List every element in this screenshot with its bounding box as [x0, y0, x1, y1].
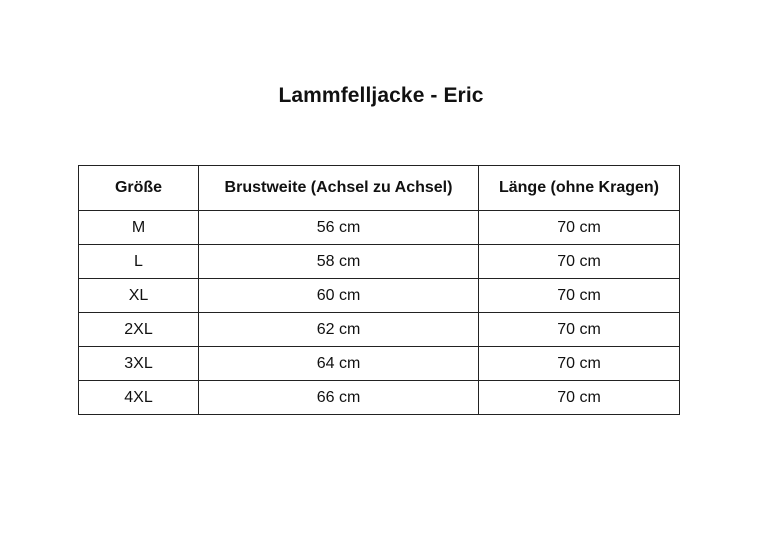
cell-length: 70 cm — [479, 313, 680, 347]
header-chest-width: Brustweite (Achsel zu Achsel) — [199, 166, 479, 211]
table-row — [79, 313, 680, 347]
cell-chest-width: 66 cm — [199, 381, 479, 415]
table-row — [79, 211, 680, 245]
table-row — [79, 279, 680, 313]
header-size: Größe — [79, 166, 199, 211]
cell-chest-width: 62 cm — [199, 313, 479, 347]
size-chart-table — [78, 165, 680, 415]
cell-length: 70 cm — [479, 381, 680, 415]
cell-size: XL — [79, 279, 199, 313]
page-title: Lammfelljacke - Eric — [278, 84, 484, 107]
cell-size: 3XL — [79, 347, 199, 381]
cell-length: 70 cm — [479, 279, 680, 313]
cell-chest-width: 64 cm — [199, 347, 479, 381]
table-row — [79, 245, 680, 279]
cell-size: M — [79, 211, 199, 245]
cell-chest-width: 56 cm — [199, 211, 479, 245]
cell-chest-width: 58 cm — [199, 245, 479, 279]
cell-length: 70 cm — [479, 347, 680, 381]
cell-size: 2XL — [79, 313, 199, 347]
table-header-row — [79, 166, 680, 211]
header-length: Länge (ohne Kragen) — [479, 166, 680, 211]
table-row — [79, 381, 680, 415]
cell-length: 70 cm — [479, 211, 680, 245]
cell-size: L — [79, 245, 199, 279]
table-row — [79, 347, 680, 381]
cell-length: 70 cm — [479, 245, 680, 279]
cell-size: 4XL — [79, 381, 199, 415]
cell-chest-width: 60 cm — [199, 279, 479, 313]
